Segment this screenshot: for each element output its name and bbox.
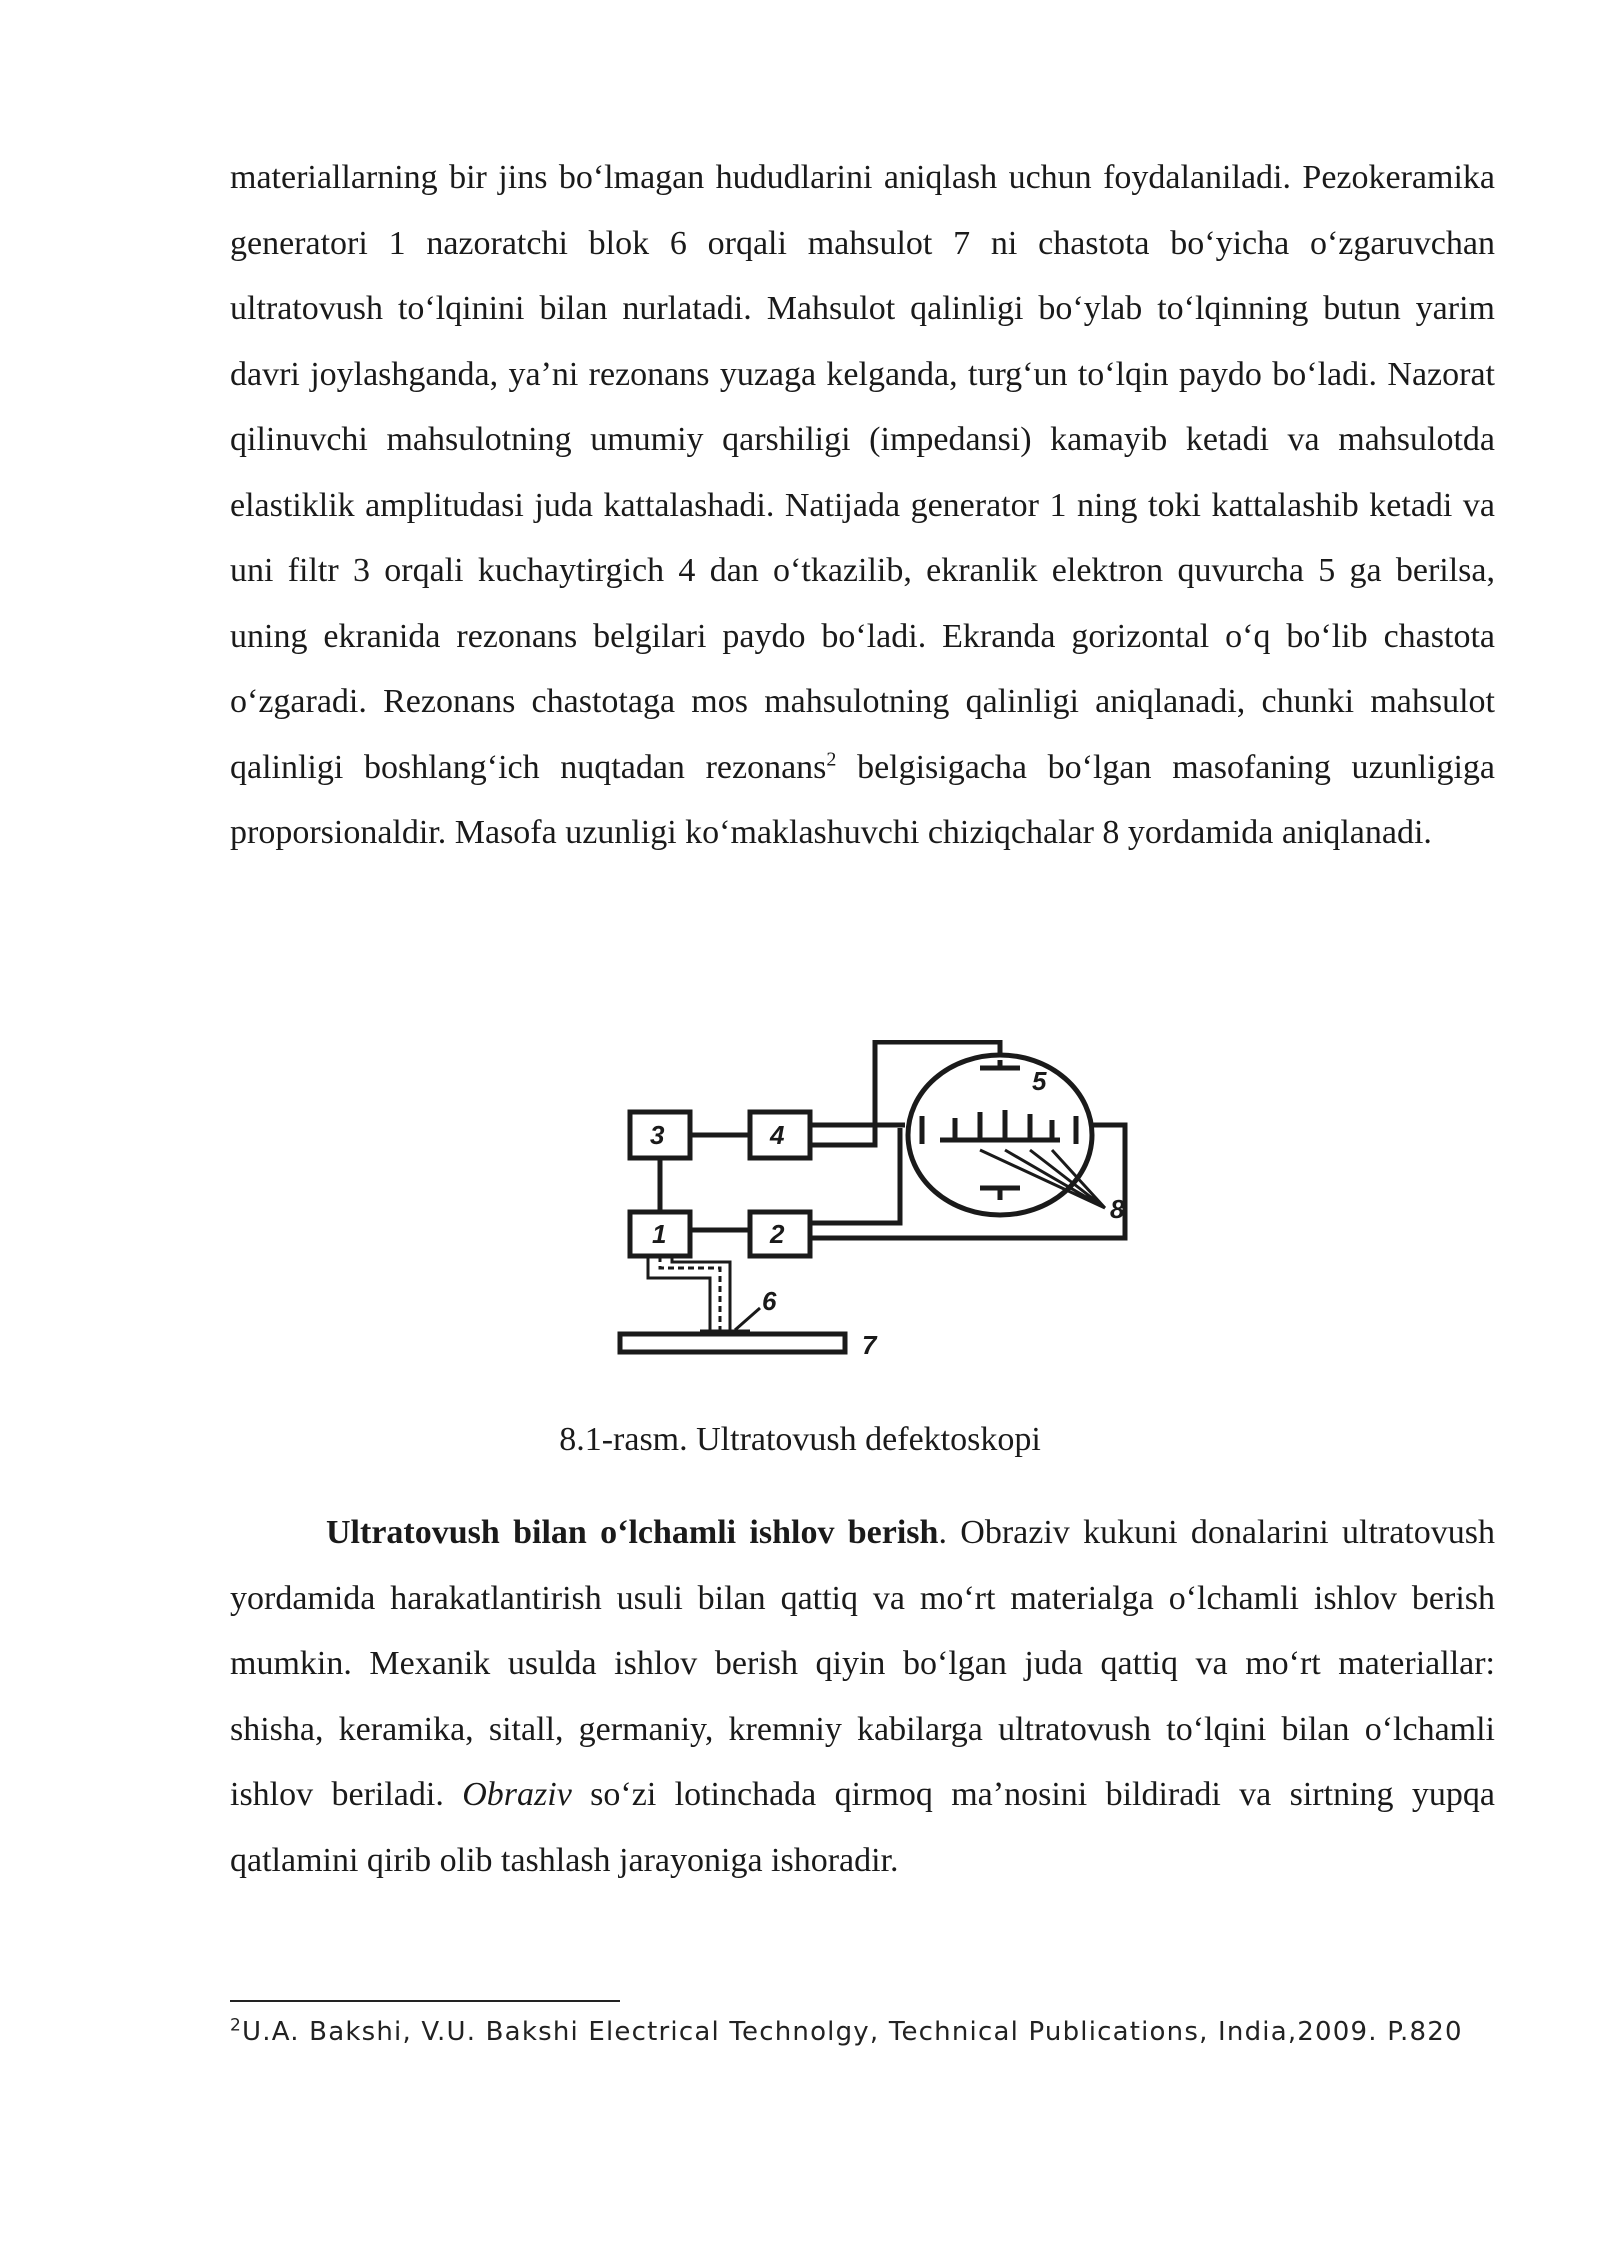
transducer-leader: [735, 1308, 760, 1330]
italic-term: Obraziv: [462, 1776, 572, 1813]
label-tube-5: 5: [1032, 1066, 1047, 1096]
label-product-7: 7: [862, 1330, 877, 1360]
figure-caption: 8.1-rasm. Ultratovush defektoskopi: [559, 1421, 1041, 1458]
footnote-text: U.A. Bakshi, V.U. Bakshi Electrical Technolgy, Technical Publications, India,2009. P.820: [242, 2017, 1463, 2047]
label-block-3: 3: [650, 1120, 665, 1150]
paragraph-resonance-method: [230, 145, 1495, 866]
footnote-reference[interactable]: 2: [826, 748, 837, 771]
paragraph2-text-continued: soʻzi lotinchada qirmoq maʼnosini bildiradi va sirtning yupqa qatlamini qirib olib tashlash jarayoniga ishoradir.: [230, 1776, 1495, 1879]
label-markers-8: 8: [1110, 1194, 1125, 1224]
footnote: [230, 2012, 1530, 2052]
label-block-2: 2: [770, 1219, 785, 1249]
footnote-number: 2: [230, 2015, 243, 2036]
label-block-1: 1: [652, 1219, 667, 1249]
paragraph1-text-continued: belgisigacha boʻlgan masofaning uzunligiga proporsionaldir. Masofa uzunligi koʻmaklashuvchi chiziqchalar 8 yordamida aniqlanadi.: [230, 748, 1495, 851]
ultrasonic-flaw-detector-diagram: [600, 1040, 1140, 1370]
paragraph1-text: materiallarning bir jins boʻlmagan hududlarini aniqlash uchun foydalaniladi. Pezokeramika generatori 1 nazoratchi blok 6 orqali mahsulot 7 ni chastota boʻyicha oʻzgaruvchan ultratovush toʻlqinini bilan nurlatadi. Mahsulot qalinligi boʻylab toʻlqinning butun yarim davri joylashganda, yaʼni rezonans yuzaga kelganda, turgʻun toʻlqin paydo boʻladi. Nazorat qilinuvchi mahsulotning umumiy qarshiligi (impedansi) kamayib ketadi va mahsulotda elastiklik amplitudasi juda kattalashadi. Natijada generator 1 ning toki kattalashib ketadi va uni filtr 3 orqali kuchaytirgich 4 dan oʻtkazilib, ekranlik elektron quvurcha 5 ga berilsa, uning ekranida rezonans belgilari paydo boʻladi. Ekranda gorizontal oʻq boʻlib chastota oʻzgaradi. Rezonans chastotaga mos mahsulotning qalinligi aniqlanadi, chunki mahsulot qalinligi boshlangʻich nuqtadan rezonans: [230, 159, 1495, 786]
paragraph2-text: . Obraziv kukuni donalarini ultratovush yordamida harakatlantirish usuli bilan qattiq va moʻrt materialga oʻlchamli ishlov berish mumkin. Mexanik usulda ishlov berish qiyin boʻlgan juda qattiq va moʻrt materiallar: shisha, keramika, sitall, germaniy, kremniy kabilarga ultratovush toʻlqini bilan oʻlchamli ishlov beriladi.: [230, 1514, 1495, 1813]
label-transducer-6: 6: [762, 1286, 777, 1316]
product-7: [620, 1334, 845, 1352]
wire-2-to-tube: [810, 1128, 900, 1223]
footnote-separator: [230, 2000, 620, 2002]
label-block-4: 4: [770, 1120, 785, 1150]
paragraph-dimensional-machining: [230, 1500, 1495, 1893]
section-lead-heading: Ultratovush bilan oʻlchamli ishlov berish: [326, 1514, 939, 1551]
